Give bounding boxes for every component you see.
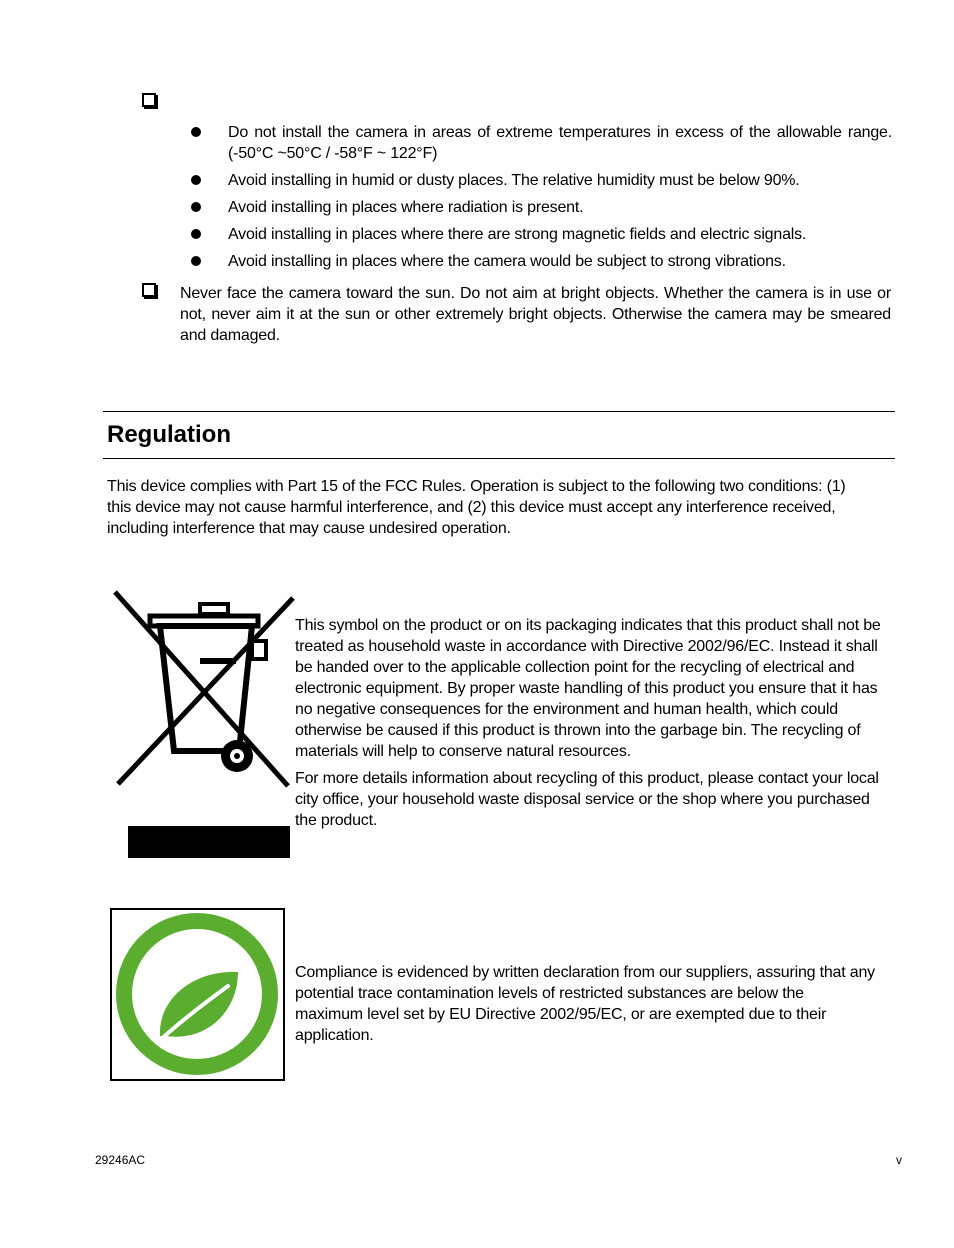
heading-bottom-rule bbox=[103, 458, 895, 459]
list-item: Avoid installing in humid or dusty places. The relative humidity must be below 90%. bbox=[228, 172, 800, 189]
bullet-icon bbox=[191, 202, 201, 212]
bullet-icon bbox=[191, 175, 201, 185]
rohs-paragraph: Compliance is evidenced by written declaration from our suppliers, assuring that any potential trace contamination levels of restricted substances are below the maximum level set by EU Directive 2002/95/EC, or are exempted due to their application. bbox=[295, 964, 875, 1044]
fcc-statement: This device complies with Part 15 of the FCC Rules. Operation is subject to the following two conditions: (1) this device may not cause harmful interference, and (2) this device must accept any interference received, including interference that may cause undesired operation. bbox=[107, 478, 846, 537]
list-item: Avoid installing in places where there are strong magnetic fields and electric signals. bbox=[228, 226, 807, 243]
list-item: Do not install the camera in areas of extreme temperatures in excess of the allowable range. (-50°C ~50°C / -58°F ~ 122°F) bbox=[228, 124, 892, 162]
weee-paragraph: This symbol on the product or on its packaging indicates that this product shall not be treated as household waste in accordance with Directive 2002/96/EC. Instead it shall be handed over to the applicable collection point for the recycling of electrical and electronic equipment. By proper waste handling of this product you ensure that it has no negative consequences for the environment and human health, which could otherwise be caused if this product is thrown into the garbage bin. The recycling of materials will help to conserve natural resources. bbox=[295, 617, 881, 760]
weee-paragraph: For more details information about recycling of this product, please contact your local city office, your household waste disposal service or the shop where you purchased the product. bbox=[295, 770, 879, 829]
list-item: Avoid installing in places where radiation is present. bbox=[228, 199, 584, 216]
section-heading: Regulation bbox=[107, 421, 231, 448]
page-number: v bbox=[896, 1153, 902, 1167]
checkbox-icon bbox=[142, 283, 156, 297]
weee-crossed-bin-icon bbox=[112, 586, 296, 860]
bullet-icon bbox=[191, 127, 201, 137]
checkbox-icon bbox=[142, 93, 156, 107]
heading-top-rule bbox=[103, 411, 895, 412]
bullet-icon bbox=[191, 229, 201, 239]
bullet-icon bbox=[191, 256, 201, 266]
sun-warning-text: Never face the camera toward the sun. Do not aim at bright objects. Whether the camera is in use or not, never aim it at the sun or other extremely bright objects. Otherwise the camera may be smeared and damaged. bbox=[180, 285, 891, 344]
document-number: 29246AC bbox=[95, 1153, 146, 1167]
list-item: Avoid installing in places where the camera would be subject to strong vibrations. bbox=[228, 253, 786, 270]
rohs-leaf-icon bbox=[110, 908, 285, 1081]
